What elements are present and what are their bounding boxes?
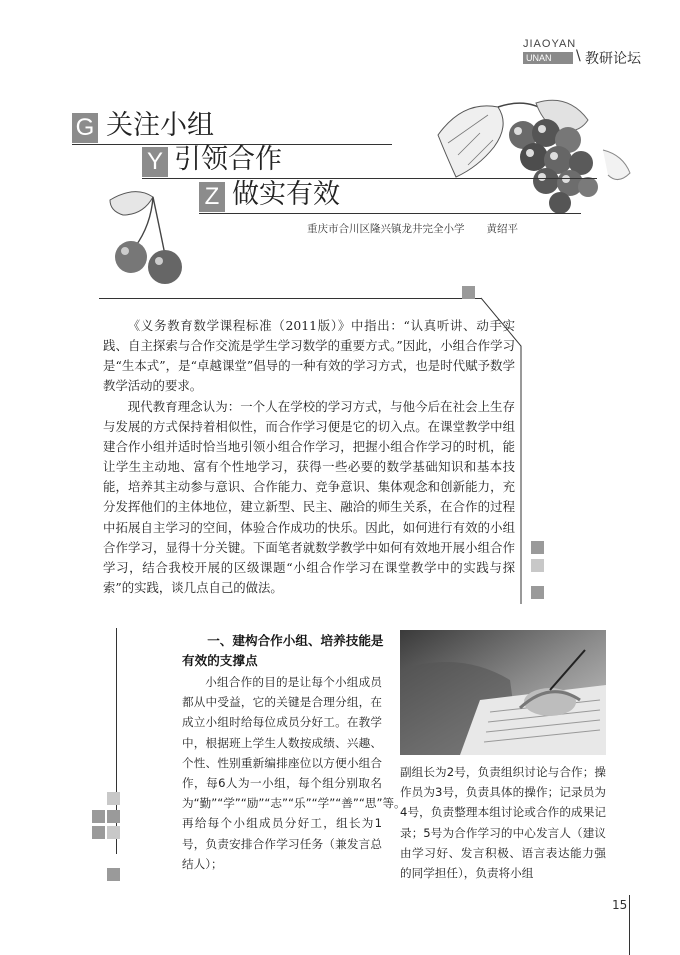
title-line-1: 关注小组 bbox=[106, 110, 214, 141]
section-1-heading-text: 一、建构合作小组、培养技能是有效的支撑点 bbox=[182, 633, 384, 668]
decor-square bbox=[107, 810, 120, 823]
decor-square bbox=[107, 792, 120, 805]
title-rule-3 bbox=[199, 213, 581, 214]
author-name: 黄绍平 bbox=[486, 223, 518, 235]
section-1-heading bbox=[182, 631, 387, 671]
page-number-rule bbox=[629, 895, 630, 955]
students-writing-photo bbox=[400, 630, 606, 755]
decor-square bbox=[462, 286, 475, 299]
section-1-right-text: 副组长为2号，负责组织讨论与合作；操作员为3号，负责具体的操作；记录员为4号，负责整理本组讨论或合作的成果记录；5号为合作学习的中心发言人（建议由学习好、发言积极、语言表达能力强的同学担任），负责将小组 bbox=[400, 765, 606, 881]
decor-square bbox=[107, 868, 120, 881]
column-separator: \ bbox=[576, 48, 581, 64]
column-label-en: JIAOYAN bbox=[523, 38, 577, 50]
intro-top-rule bbox=[99, 298, 481, 299]
title-line-3: 做实有效 bbox=[232, 179, 340, 210]
decor-square bbox=[531, 559, 544, 572]
section-1-left-text: 小组合作的目的是让每个小组成员都从中受益，它的关键是合理分组，在成立小组时给每位成员分好工。在教学中，根据班上学生人数按成绩、兴趣、个性、性别重新编排座位以方便小组合作，每6人为一小组，每个组分别取名为“勤”“学”“励”“志”“乐”“学”“善”“思”等。再给每个小组成员分好工，组长为1号，负责安排合作学习任务（兼发言总结人）； bbox=[182, 675, 406, 871]
decor-square bbox=[531, 541, 544, 554]
author-school: 重庆市合川区隆兴镇龙井完全小学 bbox=[307, 223, 465, 235]
title-letter-z: Z bbox=[199, 182, 225, 212]
grapes-illustration bbox=[418, 95, 640, 220]
title-rule-2 bbox=[142, 178, 597, 179]
title-line-2: 引领合作 bbox=[174, 144, 282, 175]
intro-paragraph-1: 《义务教育数学课程标准（2011版）》中指出：“认真听讲、动手实践、自主探索与合作交流是学生学习数学的重要方式。”因此，小组合作学习是“生本式”，是“卓越课堂”倡导的一种有效的学习方式，也是时代赋予数学教学活动的要求。 bbox=[103, 318, 515, 394]
column-name: 教研论坛 bbox=[585, 51, 641, 67]
author-line bbox=[307, 221, 518, 236]
decor-square bbox=[92, 810, 105, 823]
page-number: 15 bbox=[612, 898, 628, 912]
decor-square bbox=[92, 826, 105, 839]
column-label-box: UNAN bbox=[523, 52, 573, 64]
cherries-illustration bbox=[95, 185, 210, 290]
intro-paragraph-2: 现代教育理念认为：一个人在学校的学习方式，与他今后在社会上生存与发展的方式保持着相似性，而合作学习便是它的切入点。在课堂教学中组建合作小组并适时恰当地引领小组合作学习，把握小组合作学习的时机，能让学生主动地、富有个性地学习，获得一些必要的数学基础知识和基本技能，培养其主动参与意识、合作能力、竞争意识、集体观念和创新能力，充分发挥他们的主体地位，建立新型、民主、融洽的师生关系，在合作的过程中拓展自主学习的空间，体验合作成功的快乐。因此，如何进行有效的小组合作学习，显得十分关键。下面笔者就数学教学中如何有效地开展小组合作学习，结合我校开展的区级课题“小组合作学习在课堂教学中的实践与探索”的实践，谈几点自己的做法。 bbox=[103, 399, 515, 595]
decor-square bbox=[531, 586, 544, 599]
title-letter-y: Y bbox=[142, 147, 168, 177]
title-letter-g: G bbox=[72, 113, 98, 143]
decor-square bbox=[107, 826, 120, 839]
